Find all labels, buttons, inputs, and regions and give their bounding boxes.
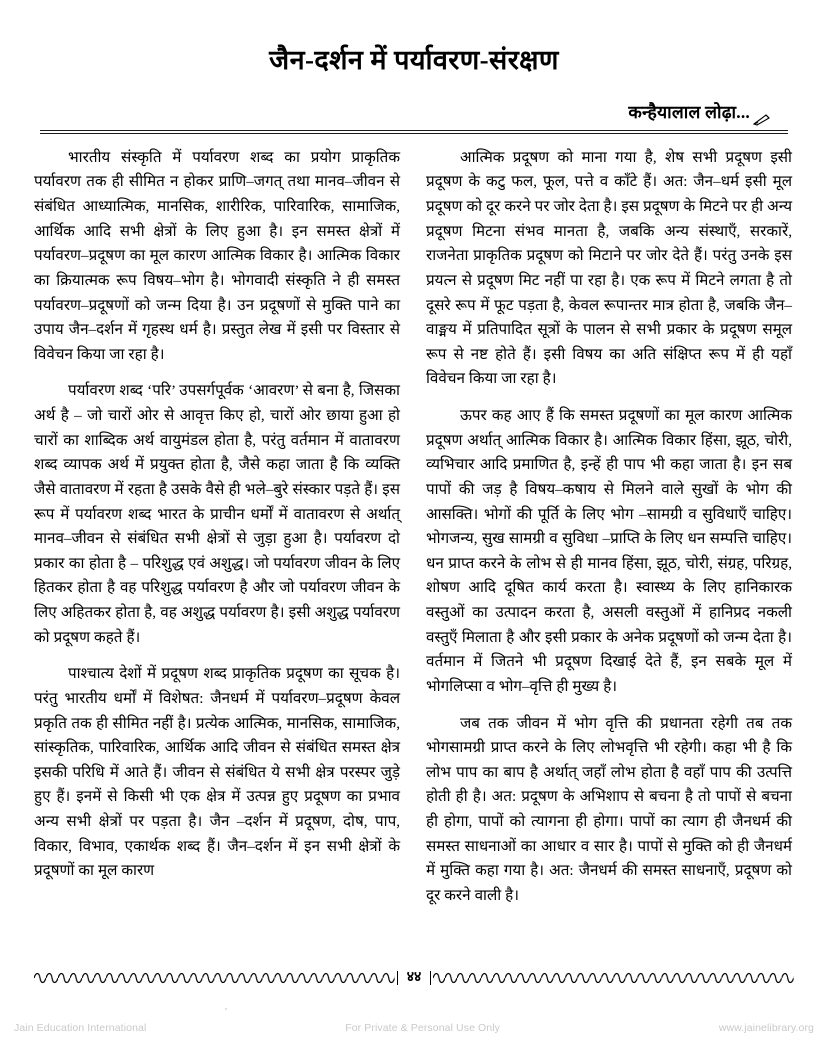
left-column [34,146,400,909]
paragraph: पाश्चात्य देशों में प्रदूषण शब्द प्राकृतिक प्रदूषण का सूचक है। परंतु भारतीय धर्मों में विशेषत: जैनधर्म में पर्यावरण–प्रदूषण केवल प्रकृति तक ही सीमित नहीं है। प्रत्येक आत्मिक, मानसिक, सामाजिक, सांस्कृतिक, पारिवारिक, आर्थिक आदि जीवन से संबंधित समस्त क्षेत्र इसकी परिधि में आते हैं। जीवन से संबंधित ये सभी क्षेत्र परस्पर जुड़े हुए हैं। इनमें से किसी भी एक क्षेत्र में उत्पन्न हुए प्रदूषण का प्रभाव अन्य सभी क्षेत्रों पर पड़ता है। जैन –दर्शन में प्रदूषण, दोष, पाप, विकार, विभाव, एकार्थक शब्द हैं। जैन–दर्शन में इन सभी क्षेत्रों के प्रदूषणों का मूल कारण [34,665,400,880]
paragraph: जब तक जीवन में भोग वृत्ति की प्रधानता रहेगी तब तक भोगसामग्री प्राप्त करने के लिए लोभवृत्ति भी रहेगी। कहा भी है कि लोभ पाप का बाप है अर्थात् जहाँ लोभ होता है वहाँ पाप की उत्पत्ति होती ही है। अत: प्रदूषण के अभिशाप से बचना है तो पापों से बचना ही होगा, पापों को त्यागना ही होगा। पापों का त्याग ही जैनधर्म की समस्त साधनाओं का आधार व सार है। पापों से मुक्ति को ही जैनधर्म में मुक्ति कहा गया है। अत: जैनधर्म की समस्त साधनाएँ, प्रदूषण को दूर करने वाली है। [426,714,792,904]
pen-nib-icon [753,113,770,126]
scan-speck [225,1008,227,1010]
page-number: ४४ [397,971,432,986]
scan-footer-left: Jain Education International [14,1022,147,1034]
ornament-right [433,970,794,986]
paragraph: आत्मिक प्रदूषण को माना गया है, शेष सभी प्रदूषण इसी प्रदूषण के कटु फल, फूल, पत्ते व काँटे हैं। अत: जैन–धर्म इसी मूल प्रदूषण को दूर करने पर जोर देता है। इस प्रदूषण के मिटने पर ही अन्य प्रदूषण मिटना संभव मानता है, जबकि अन्य संस्थाएँ, सरकारें, राजनेता प्राकृतिक प्रदूषण को मिटाने पर जोर देते हैं। परंतु उनके इस प्रयत्न से प्रदूषण मिट नहीं पा रहा है। एक रूप में मिटने लगता है तो दूसरे रूप में फूट पड़ता है, केवल रूपान्तर मात्र होता है, जबकि जैन–वाङ्मय में प्रतिपादित सूत्रों के पालन से सभी प्रकार के प्रदूषण समूल रूप से नष्ट होते हैं। इसी विषय का अति संक्षिप्त रूप में ही यहाँ विवेचन किया जा रहा है। [426,148,793,388]
scan-footer [0,1022,828,1034]
paragraph: ऊपर कह आए हैं कि समस्त प्रदूषणों का मूल कारण आत्मिक प्रदूषण अर्थात् आत्मिक विकार है। आत्मिक विकार हिंसा, झूठ, चोरी, व्यभिचार आदि प्रमाणित है, इन्हें ही पाप भी कहा जाता है। इन सब पापों की जड़ है विषय–कषाय से मिलने वाले सुखों के भोग की आसक्ति। भोगों की पूर्ति के लिए भोग –सामग्री व सुविधाएँ चाहिए। भोगजन्य, सुख सामग्री व सुविधा –प्राप्ति के लिए धन सम्पत्ति चाहिए। धन प्राप्त करने के लोभ से ही मानव हिंसा, झूठ, चोरी, संग्रह, परिग्रह, शोषण आदि दूषित कार्य करता है। स्वास्थ्य के लिए हानिकारक वस्तुओं का उत्पादन करता है, असली वस्तुओं में हानिप्रद नकली वस्तुएँ मिलाता है और इसी प्रकार के अनेक प्रदूषणों को जन्म देता है। वर्तमान में जितने भी प्रदूषण दिखाई देते हैं, इन सबके मूल में भोगलिप्सा व भोग–वृत्ति ही मुख्य है। [426,407,792,695]
byline-row [40,100,788,124]
paragraph: पर्यावरण शब्द ‘परि’ उपसर्गपूर्वक ‘आवरण’ से बना है, जिसका अर्थ है – जो चारों ओर से आवृत्त किए हो, चारों ओर छाया हुआ हो चारों का शाब्दिक अर्थ वायुमंडल होता है, परंतु वर्तमान में वातावरण शब्द व्यापक अर्थ में प्रयुक्त होता है, जैसे कहा जाता है कि व्यक्ति जैसे वातावरण में रहता है उसके वैसे ही भले–बुरे संस्कार पड़ते हैं। इस रूप में पर्यावरण शब्द भारत के प्राचीन धर्मों में वातावरण से अर्थात् मानव–जीवन से संबंधित सभी क्षेत्रों से जुड़ा हुआ है। पर्यावरण दो प्रकार का होता है – परिशुद्ध एवं अशुद्ध। जो पर्यावरण जीवन के लिए हितकर होता है वह परिशुद्ध पर्यावरण है और जो पर्यावरण जीवन के लिए अहितकर होता है, वह अशुद्ध पर्यावरण है। इसी अशुद्ध पर्यावरण को प्रदूषण कहते हैं। [34,382,400,646]
folio-divider [34,970,794,986]
scan-footer-center: For Private & Personal Use Only [345,1022,501,1034]
author-name: कन्हैयालाल लोढ़ा... [628,101,750,122]
title-block [0,0,828,124]
scan-footer-right[interactable]: www.jainelibrary.org [718,1022,814,1034]
page-title: जैन-दर्शन में पर्यावरण-संरक्षण [269,45,559,75]
ornament-left [34,970,395,986]
paragraph: भारतीय संस्कृति में पर्यावरण शब्द का प्रयोग प्राकृतिक पर्यावरण तक ही सीमित न होकर प्राणि–जगत् तथा मानव–जीवन से संबंधित आध्यात्मिक, मानसिक, शारीरिक, पारिवारिक, सामाजिक, आर्थिक आदि सभी क्षेत्रों के लिए हुआ है। इन समस्त क्षेत्रों में पर्यावरण–प्रदूषण का मूल कारण आत्मिक विकार है। आत्मिक विकार का क्रियात्मक रूप विषय–भोग है। भोगवादी संस्कृति ने ही समस्त पर्यावरण–प्रदूषणों को जन्म दिया है। उन प्रदूषणों से मुक्ति पाने का उपाय जैन–दर्शन में गृहस्थ धर्म है। प्रस्तुत लेख में इसी पर विस्तार से विवेचन किया जा रहा है। [34,148,400,363]
right-column [426,146,792,909]
body-columns [0,134,828,909]
header-rule-top [40,130,788,131]
